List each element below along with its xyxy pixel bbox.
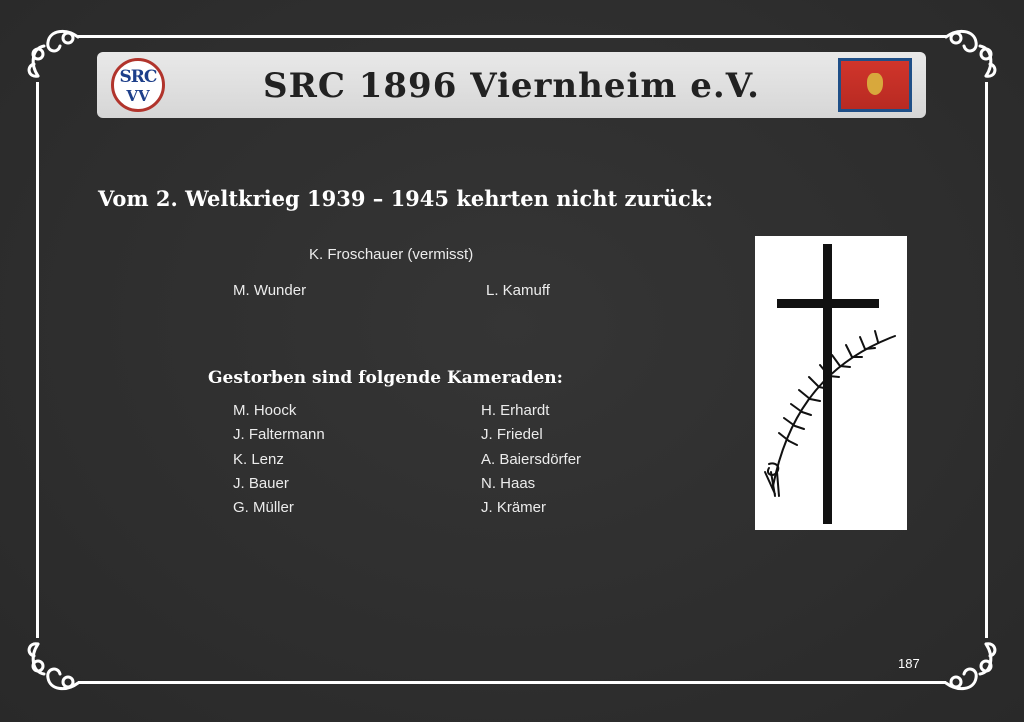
- deceased-heading: Gestorben sind folgende Kameraden:: [208, 368, 563, 388]
- name-missing-top: K. Froschauer (vermisst): [309, 246, 474, 263]
- flag-field: [841, 61, 909, 109]
- frame-top-line: [78, 35, 946, 38]
- frame-right-line: [985, 82, 988, 638]
- frame-left-line: [36, 82, 39, 638]
- cross-with-palm-icon: [755, 236, 907, 530]
- club-logo-text: SRC: [119, 67, 157, 87]
- frame-bottom-line: [78, 681, 946, 684]
- memorial-cross-image: [755, 236, 907, 530]
- list-item: K. Lenz: [233, 450, 284, 468]
- ornament-top-left-icon: [20, 16, 90, 86]
- list-item: N. Haas: [481, 474, 536, 492]
- page-number: 187: [898, 656, 920, 671]
- list-item: J. Krämer: [481, 499, 547, 517]
- deceased-list-right: [481, 400, 581, 521]
- list-item: A. Baiersdörfer: [481, 450, 582, 468]
- header-band: [97, 52, 926, 118]
- list-item: J. Friedel: [481, 426, 543, 444]
- ornament-top-right-icon: [934, 16, 1004, 86]
- header-title: SRC 1896 Viernheim e.V.: [263, 66, 760, 106]
- club-logo-monogram: VV: [126, 87, 150, 105]
- list-item: J. Faltermann: [233, 426, 325, 444]
- flag-emblem-icon: [867, 73, 883, 95]
- page-headline: Vom 2. Weltkrieg 1939 – 1945 kehrten nicht zurück:: [98, 186, 714, 211]
- list-item: J. Bauer: [233, 474, 289, 492]
- list-item: M. Hoock: [233, 402, 297, 419]
- ornament-bottom-right-icon: [934, 634, 1004, 704]
- list-item: H. Erhardt: [481, 402, 550, 419]
- name-missing-right: L. Kamuff: [486, 282, 550, 299]
- ornament-bottom-left-icon: [20, 634, 90, 704]
- list-item: G. Müller: [233, 499, 294, 517]
- deceased-list-left: [233, 400, 325, 521]
- name-missing-left: M. Wunder: [233, 282, 307, 299]
- club-flag-image: [838, 58, 912, 112]
